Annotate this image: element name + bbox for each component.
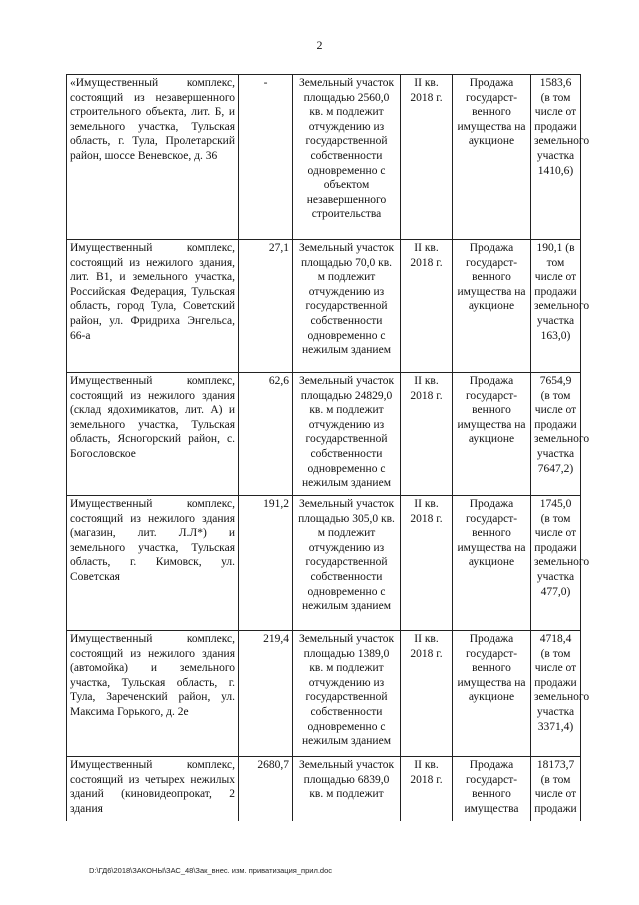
privatization-method: Продажа государст-венного имущества на аукционе <box>453 240 531 373</box>
privatization-method: Продажа государст-венного имущества <box>453 757 531 822</box>
expected-price: 190,1 (в том числе от продажи земельного участка 163,0) <box>531 240 581 373</box>
building-area: - <box>239 75 293 240</box>
object-description: «Имущественный комплекс, состоящий из незавершенного строительного объекта, лит. Б, и земельного участка, Тульская область, г. Тула, Пролетарский район, шоссе Веневское, д. 36 <box>67 75 239 240</box>
object-description: Имущественный комплекс, состоящий из четырех нежилых зданий (киновидеопрокат, 2 здания <box>67 757 239 822</box>
file-path-footer: D:\ГД6\2018\ЗАКОНЫ\ЗАС_48\Зак_внес. изм. приватизация_прил.doc <box>89 866 332 875</box>
expected-price: 4718,4 (в том числе от продажи земельного участка 3371,4) <box>531 631 581 757</box>
building-area: 191,2 <box>239 496 293 631</box>
privatization-term: II кв. 2018 г. <box>401 631 453 757</box>
land-plot-info: Земельный участок площадью 70,0 кв. м подлежит отчуждению из государственной собственности одновременно с нежилым зданием <box>293 240 401 373</box>
building-area: 2680,7 <box>239 757 293 822</box>
object-description: Имущественный комплекс, состоящий из нежилого здания, лит. В1, и земельного участка, Российская Федерация, Тульская область, город Тула, Советский район, ул. Фридриха Энгельса, 66-а <box>67 240 239 373</box>
privatization-method: Продажа государст-венного имущества на аукционе <box>453 373 531 496</box>
object-description: Имущественный комплекс, состоящий из нежилого здания (магазин, лит. Л.Л*) и земельного участка, Тульская область, г. Кимовск, ул. Советская <box>67 496 239 631</box>
privatization-method: Продажа государст-венного имущества на аукционе <box>453 631 531 757</box>
expected-price: 7654,9 (в том числе от продажи земельного участка 7647,2) <box>531 373 581 496</box>
object-description: Имущественный комплекс, состоящий из нежилого здания (склад ядохимикатов, лит. А) и земельного участка, Тульская область, Ясногорский район, с. Богословское <box>67 373 239 496</box>
privatization-method: Продажа государст-венного имущества на аукционе <box>453 496 531 631</box>
land-plot-info: Земельный участок площадью 1389,0 кв. м подлежит отчуждению из государственной собственности одновременно с нежилым зданием <box>293 631 401 757</box>
table-row <box>67 757 581 822</box>
object-description: Имущественный комплекс, состоящий из нежилого здания (автомойка) и земельного участка, Тульская область, г. Тула, Зареченский район, ул. Максима Горького, д. 2е <box>67 631 239 757</box>
privatization-method: Продажа государст-венного имущества на аукционе <box>453 75 531 240</box>
land-plot-info: Земельный участок площадью 305,0 кв. м подлежит отчуждению из государственной собственности одновременно с нежилым зданием <box>293 496 401 631</box>
building-area: 219,4 <box>239 631 293 757</box>
expected-price: 18173,7 (в том числе от продажи <box>531 757 581 822</box>
privatization-term: II кв. 2018 г. <box>401 75 453 240</box>
table-row <box>67 373 581 496</box>
privatization-term: II кв. 2018 г. <box>401 496 453 631</box>
expected-price: 1583,6 (в том числе от продажи земельного участка 1410,6) <box>531 75 581 240</box>
privatization-term: II кв. 2018 г. <box>401 757 453 822</box>
building-area: 27,1 <box>239 240 293 373</box>
building-area: 62,6 <box>239 373 293 496</box>
table-row <box>67 496 581 631</box>
page-number: 2 <box>316 38 323 52</box>
privatization-table <box>66 74 590 821</box>
land-plot-info: Земельный участок площадью 24829,0 кв. м подлежит отчуждению из государственной собственности одновременно с нежилым зданием <box>293 373 401 496</box>
land-plot-info: Земельный участок площадью 2560,0 кв. м подлежит отчуждению из государственной собственности одновременно с объектом незавершенного строительства <box>293 75 401 240</box>
privatization-term: II кв. 2018 г. <box>401 373 453 496</box>
expected-price: 1745,0 (в том числе от продажи земельного участка 477,0) <box>531 496 581 631</box>
privatization-term: II кв. 2018 г. <box>401 240 453 373</box>
land-plot-info: Земельный участок площадью 6839,0 кв. м подлежит <box>293 757 401 822</box>
table-row <box>67 240 581 373</box>
table-row <box>67 631 581 757</box>
table-row <box>67 75 581 240</box>
